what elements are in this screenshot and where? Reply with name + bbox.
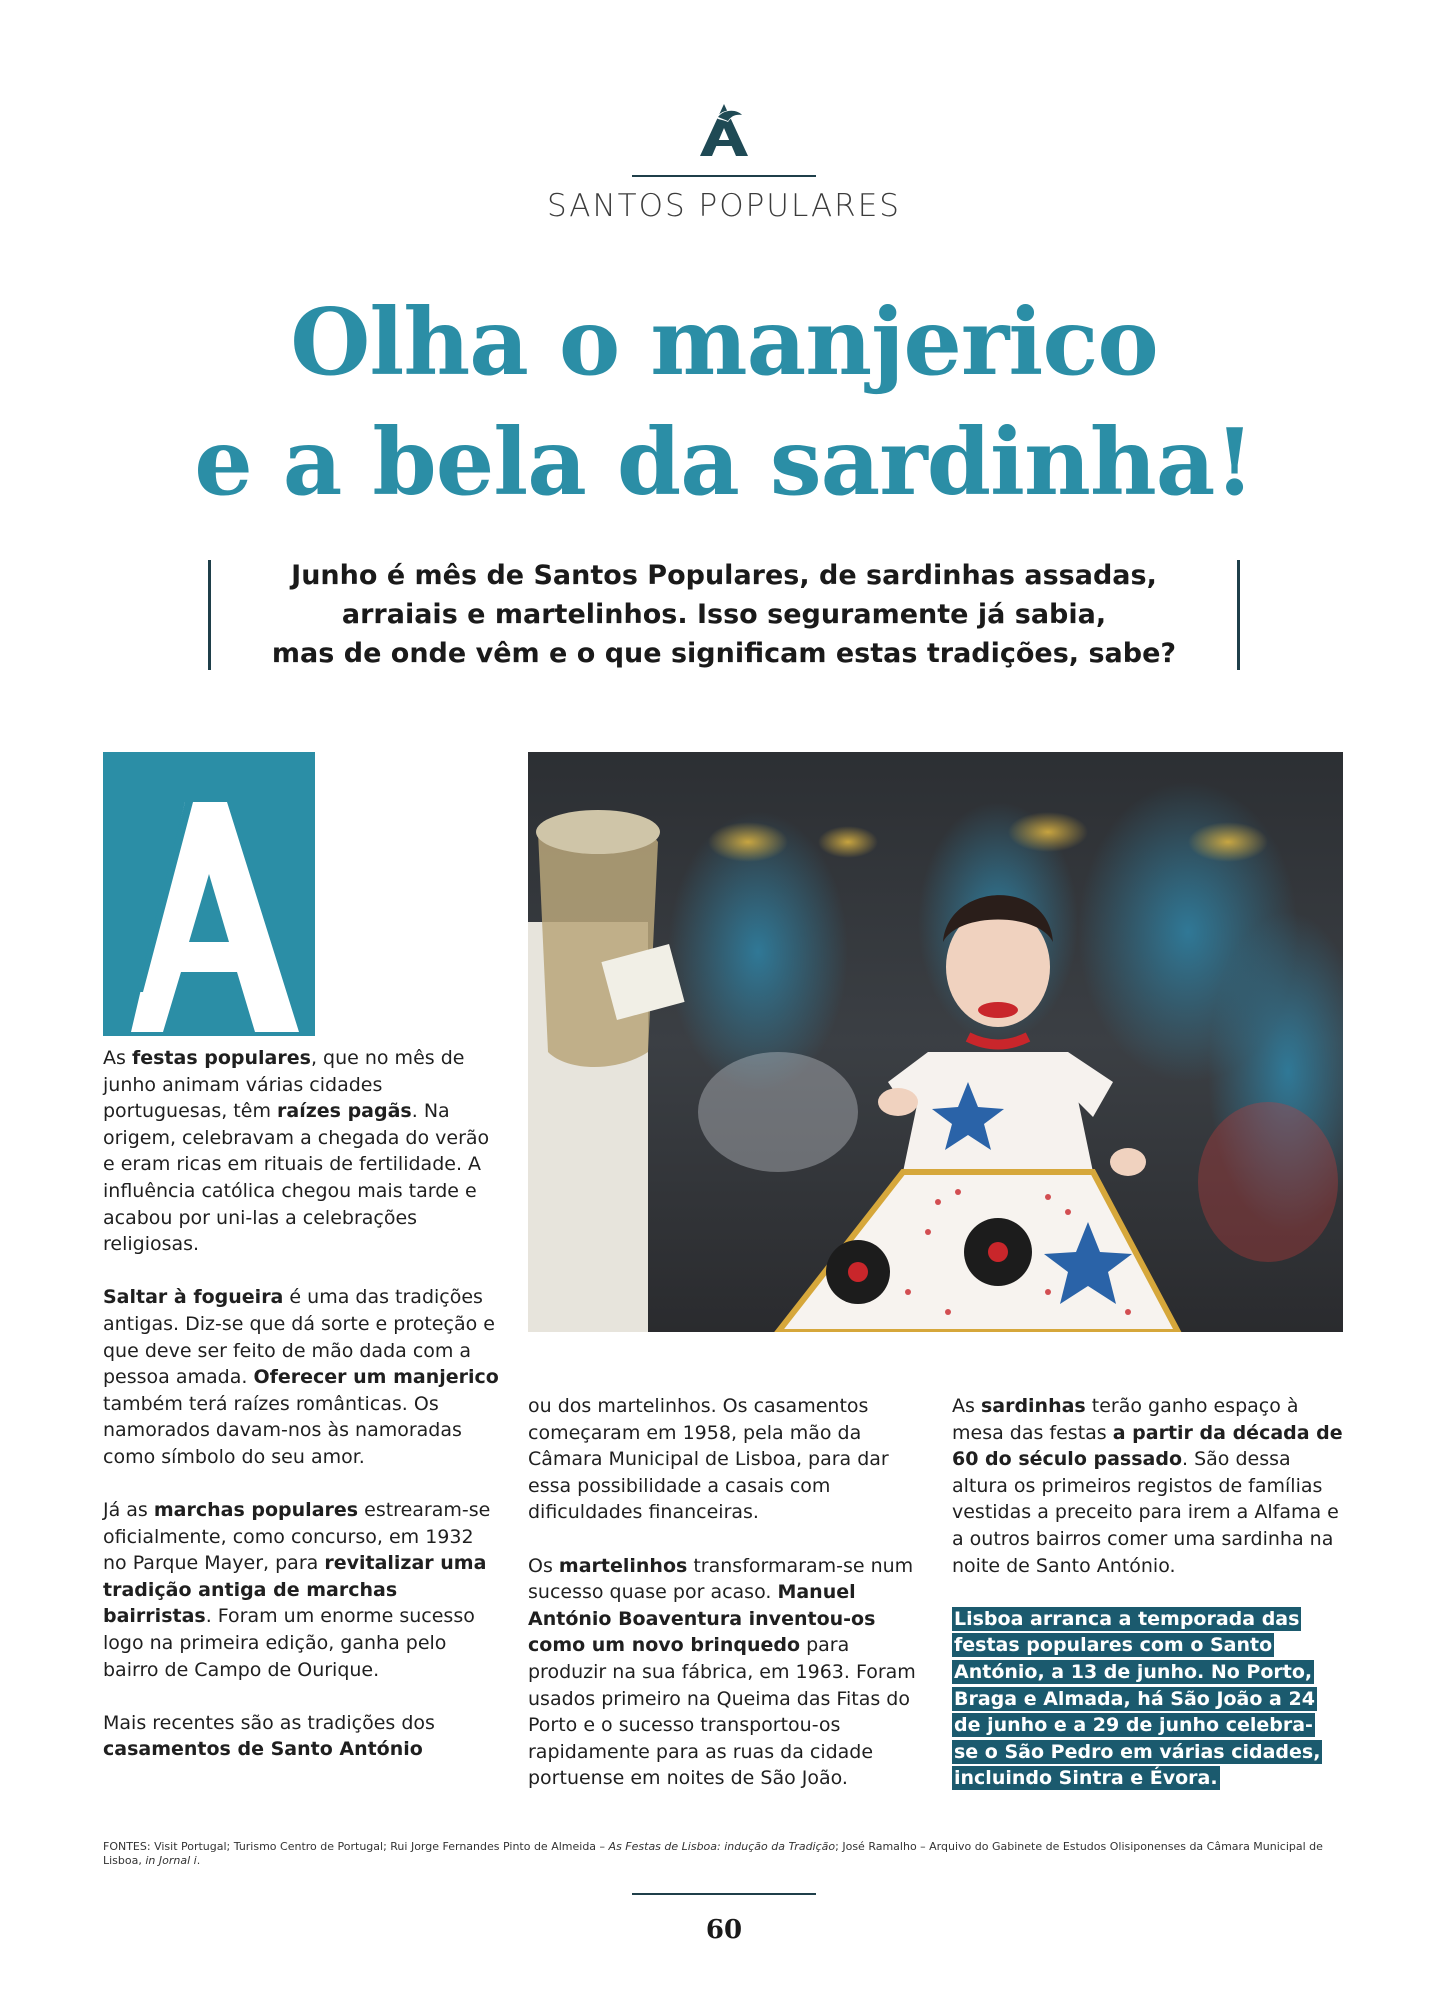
auchan-bird-logo-icon (694, 100, 754, 160)
bold-text: Manuel António Boaventura inventou-os como um novo brinquedo (528, 1581, 876, 1657)
paragraph-martelinhos (528, 1553, 928, 1792)
paragraph-casamentos-end (528, 1393, 928, 1526)
article-column-2 (528, 1393, 928, 1819)
text: transformaram-se num sucesso quase por acaso. (528, 1554, 914, 1604)
paragraph-sardinhas (952, 1393, 1352, 1579)
text: Já as (103, 1499, 154, 1522)
text: . Na origem, celebravam a chegada do verão e eram ricas em rituais de fertilidade. A influência católica chegou mais tarde e acabou por uni-las a celebrações religiosas. (103, 1100, 490, 1256)
bold-text: raízes pagãs (277, 1100, 412, 1123)
text: . Foram um enorme sucesso logo na primeira edição, ganha pelo bairro de Campo de Ourique. (103, 1605, 475, 1681)
text: ; José Ramalho – Arquivo do Gabinete de Estudos Olisiponenses da Câmara Municipal de Lisboa, (103, 1840, 1323, 1867)
paragraph-marchas (103, 1497, 503, 1683)
text: . (196, 1854, 201, 1867)
bold-text: Oferecer um manjerico (253, 1366, 499, 1389)
text: Mais recentes são as tradições dos (103, 1711, 435, 1734)
bold-text: casamentos de Santo António (103, 1738, 423, 1761)
photo-festival-dancer (528, 752, 1343, 1332)
text: FONTES: Visit Portugal; Turismo Centro de Portugal; Rui Jorge Fernandes Pinto de Almeida – (103, 1840, 609, 1853)
sources-footnote (103, 1840, 1343, 1868)
highlight-text: Lisboa arranca a temporada das festas populares com o Santo António, a 13 de junho. No Porto, Braga e Almada, há São João a 24 de junho e a 29 de junho celebra-se o São Pedro em várias cidades, incluindo Sintra e Évora. (954, 1607, 1321, 1790)
dropcap-box (103, 752, 315, 1036)
text: ou dos martelinhos. Os casamentos começaram em 1958, pela mão da Câmara Municipal de Lisboa, para dar essa possibilidade a casais com dificuldades financeiras. (528, 1395, 889, 1524)
text: Os (528, 1554, 559, 1577)
page-number: 60 (705, 1915, 743, 1945)
text: s (116, 1047, 132, 1069)
bold-text: Saltar à fogueira (103, 1286, 284, 1309)
footer-divider (632, 1893, 816, 1895)
title-line-1: Olha o manjerico (290, 288, 1158, 396)
bold-text: festas populares (131, 1047, 311, 1069)
bold-text: sardinhas (980, 1395, 1086, 1417)
paragraph-festas-populares: As festas populares, que no mês de junho animam várias cidades portuguesas, têm raízes pagãs. Na origem, celebravam a chegada do verão e eram ricas em rituais de fertilidade. A influência católica chegou mais tarde e acabou por uni-las a celebrações religiosas. (103, 1047, 490, 1256)
text: estrearam-se oficialmente, como concurso, em 1932 no Parque Mayer, para (103, 1499, 491, 1575)
bold-text: revitalizar uma tradição antiga de marchas bairristas (103, 1552, 487, 1628)
intro-line-1: Junho é mês de Santos Populares, de sardinhas assadas, (291, 560, 1157, 591)
intro-bar-right (1237, 560, 1240, 670)
italic-text: in Jornal i (145, 1854, 197, 1867)
article-column-1 (103, 1045, 503, 1790)
bold-text: martelinhos (558, 1554, 688, 1577)
text: é uma das tradições antigas. Diz-se que dá sorte e proteção e que deve ser feito de mão dada com a pessoa amada. (103, 1286, 495, 1389)
text: para produzir na sua fábrica, em 1963. Foram usados primeiro na Queima das Fitas do Porto e o sucesso transportou-os rapidamente para as ruas da cidade portuense em noites de São João. (528, 1634, 916, 1790)
dropcap-letter-a (123, 792, 303, 1032)
text: terão ganho espaço à mesa das festas (952, 1395, 1299, 1444)
intro-bar-left (208, 560, 211, 670)
intro-line-3: mas de onde vêm e o que significam estas tradições, sabe? (271, 638, 1177, 669)
text: As (952, 1395, 981, 1417)
article-column-3 (952, 1393, 1352, 1792)
text: , que no mês de junho animam várias cidades portuguesas, têm (103, 1047, 465, 1123)
title-line-2: e a bela da sardinha! (194, 408, 1254, 516)
bold-text: marchas populares (153, 1499, 359, 1522)
article-title (0, 282, 1448, 522)
bold-text: a partir da década de 60 do século passado (952, 1421, 1343, 1471)
paragraph-fogueira (103, 1284, 503, 1470)
paragraph-casamentos-start (103, 1710, 503, 1763)
highlight-box (952, 1606, 1322, 1792)
text: também terá raízes românticas. Os namorados davam-nos às namoradas como símbolo do seu amor. (103, 1392, 462, 1468)
intro-line-2: arraiais e martelinhos. Isso seguramente já sabia, (341, 599, 1107, 630)
section-label: SANTOS POPULARES (547, 188, 901, 224)
intro-standfirst (220, 556, 1228, 673)
italic-text: As Festas de Lisboa: indução da Tradição (608, 1840, 836, 1853)
text: . São dessa altura os primeiros registos de famílias vestidas a preceito para irem a Alfama e a outros bairros comer uma sardinha na noite de Santo António. (952, 1448, 1339, 1577)
header-divider (632, 175, 816, 177)
